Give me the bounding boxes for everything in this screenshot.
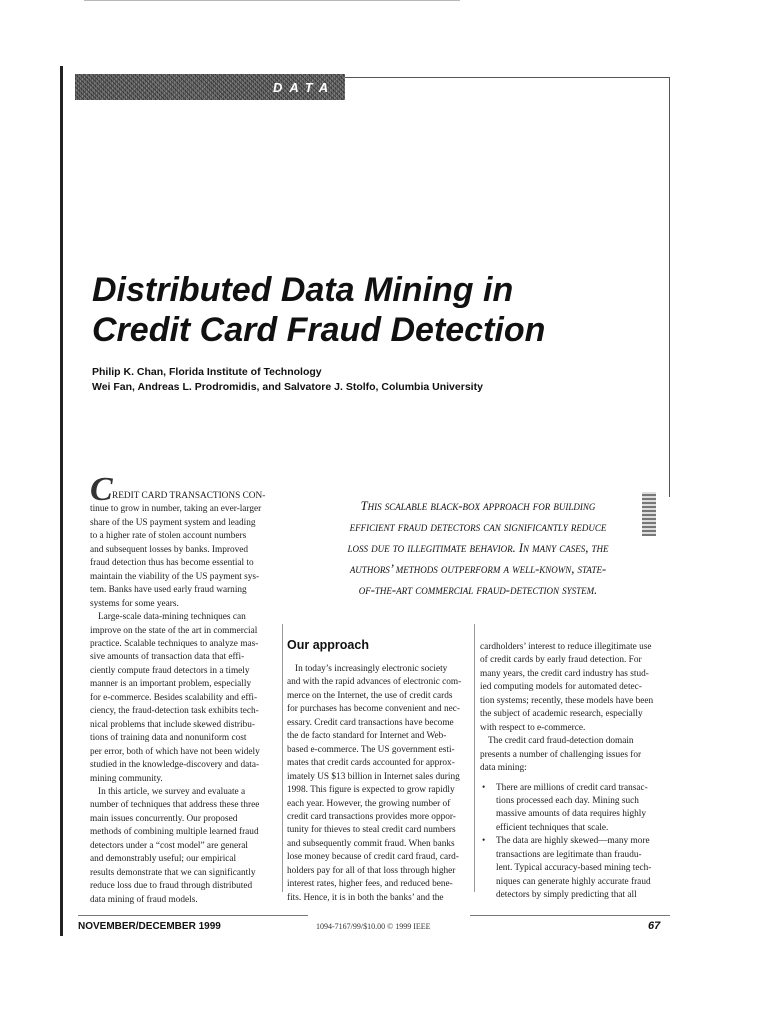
text-line: many years, the credit card industry has stud- — [480, 668, 649, 679]
author-line: Wei Fan, Andreas L. Prodromidis, and Salvatore J. Stolfo, Columbia University — [92, 381, 483, 393]
section-heading: Our approach — [287, 638, 369, 652]
text-line: In today’s increasingly electronic society — [295, 664, 448, 674]
text-line: systems for some years. — [90, 598, 179, 609]
text-line: studied in the knowledge-discovery and data- — [90, 760, 260, 771]
text-line: for e-commerce. Besides scalability and effi- — [90, 692, 258, 703]
text-line: tion systems; recently, these models have been — [480, 695, 654, 706]
text-line: tinue to grow in number, taking an ever-larger — [90, 504, 262, 515]
text-line: detectors by simply predicting that all — [496, 890, 637, 901]
body-column-3 — [480, 641, 668, 903]
top-scan-line — [84, 0, 460, 1]
text-line: presents a number of challenging issues for — [480, 749, 642, 760]
title-line: Distributed Data Mining in — [92, 271, 514, 309]
text-line: each year. However, the growing number of — [287, 798, 451, 809]
text-line: mates that credit cards accounted for approx- — [287, 758, 455, 769]
text-line: with respect to e-commerce. — [480, 722, 586, 733]
copyright-line: 1094-7167/99/$10.00 © 1999 IEEE — [316, 922, 431, 931]
text-line: fits. Hence, it is in both the banks’ and the — [287, 892, 444, 903]
frame-top-rule — [340, 77, 670, 78]
text-line: cardholders’ interest to reduce illegitimate use — [480, 642, 652, 652]
text-line: mining community. — [90, 773, 163, 784]
text-line: The credit card fraud-detection domain — [488, 736, 634, 747]
text-line: credit card transactions provides more oppor- — [287, 811, 456, 822]
left-margin-bar — [60, 66, 63, 936]
text-line: maintain the viability of the US payment sys- — [90, 571, 260, 582]
issue-date: NOVEMBER/DECEMBER 1999 — [78, 921, 221, 932]
text-line: • The data are highly skewed—many more — [496, 836, 650, 847]
text-line: In this article, we survey and evaluate a — [98, 786, 246, 797]
text-line: manner is an important problem, especially — [90, 679, 252, 690]
text-line: tions processed each day. Mining such — [496, 795, 639, 806]
text-line: ciency, the fraud-detection task exhibits tech- — [90, 706, 259, 717]
list-item — [480, 835, 668, 902]
text-line: REDIT CARD TRANSACTIONS CON- — [112, 491, 266, 501]
pull-quote-line: of-the-art commercial fraud-detection system. — [358, 583, 598, 597]
body-column-2 — [287, 663, 470, 905]
text-line: imately US $13 billion in Internet sales during — [287, 771, 460, 782]
text-line: for purchases has become convenient and nec- — [287, 704, 460, 715]
pull-quote-line: efficient fraud detectors can significantly reduce — [349, 520, 607, 534]
text-line: ied computing models for automated detec- — [480, 682, 642, 693]
paragraph — [480, 735, 668, 775]
title-line: Credit Card Fraud Detection — [92, 311, 546, 349]
column-rule — [474, 624, 475, 892]
author-block — [92, 365, 483, 395]
text-line: lent. Typical accuracy-based mining tech- — [496, 863, 652, 874]
text-line: • There are millions of credit card transac- — [496, 782, 648, 793]
text-line: main issues concurrently. Our proposed — [90, 813, 238, 824]
text-line: improve on the state of the art in commercial — [90, 625, 258, 636]
text-line: transactions are legitimate than fraudu- — [496, 849, 642, 860]
pull-quote-line: This scalable black-box approach for building — [360, 499, 596, 513]
frame-right-rule — [669, 77, 670, 497]
article-title — [92, 270, 545, 350]
text-line: sive amounts of transaction data that effi- — [90, 652, 245, 663]
text-line: and demonstrably useful; our empirical — [90, 854, 237, 865]
pull-quote — [308, 496, 648, 601]
text-line: methods of combining multiple learned fraud — [90, 827, 259, 838]
text-line: nical problems that include skewed distribu- — [90, 719, 255, 730]
text-line: efficient techniques that scale. — [496, 822, 609, 833]
text-line: data mining of fraud models. — [90, 894, 198, 905]
text-line: holders pay for all of that loss through higher — [287, 865, 456, 876]
author-line: Philip K. Chan, Florida Institute of Technology — [92, 366, 322, 378]
text-line: and subsequent losses by banks. Improved — [90, 544, 249, 555]
pull-quote-line: authors’ methods outperform a well-known, state- — [349, 562, 607, 576]
issue-list — [480, 782, 668, 903]
text-line: merce on the Internet, the use of credit cards — [287, 690, 453, 701]
text-line: the subject of academic research, especially — [480, 709, 643, 720]
text-line: based e-commerce. The US government esti- — [287, 744, 455, 755]
text-line: of credit cards by early fraud detection. For — [480, 655, 642, 666]
text-line: niques can generate highly accurate fraud — [496, 876, 651, 887]
text-line: tions of training data and nonuniform cost — [90, 733, 247, 744]
text-line: massive amounts of data requires highly — [496, 809, 647, 820]
text-line: essary. Credit card transactions have become — [287, 717, 454, 728]
text-line: results demonstrate that we can significantly — [90, 867, 256, 878]
pull-quote-line: loss due to illegitimate behavior. In many cases, the — [347, 541, 609, 555]
drop-cap: C — [90, 471, 113, 508]
page-number: 67 — [648, 920, 661, 932]
text-line: and subsequently commit fraud. When banks — [287, 838, 455, 849]
text-line: Large-scale data-mining techniques can — [98, 612, 246, 623]
text-line: lose money because of credit card fraud, card- — [287, 852, 459, 863]
list-item — [480, 782, 668, 836]
body-column-1 — [90, 490, 276, 907]
text-line: tem. Banks have used early fraud warning — [90, 585, 247, 596]
text-line: reduce loss due to fraud through distributed — [90, 881, 253, 892]
section-banner — [75, 74, 435, 100]
text-line: data mining: — [480, 763, 527, 774]
paragraph — [90, 786, 276, 907]
text-line: interest rates, higher fees, and reduced bene- — [287, 879, 453, 890]
text-line: practice. Scalable techniques to analyze mas- — [90, 638, 259, 649]
decorative-strip — [642, 492, 656, 536]
text-line: and with the rapid advances of electronic com- — [287, 677, 462, 688]
text-line: 1998. This figure is expected to grow rapidly — [287, 785, 455, 796]
text-line: to a higher rate of stolen account numbers — [90, 531, 247, 542]
paragraph — [287, 663, 470, 905]
text-line: detectors under a “cost model” are general — [90, 840, 248, 851]
text-line: the de facto standard for Internet and Web- — [287, 731, 447, 742]
section-label: DATA MINING — [273, 80, 435, 95]
text-line: fraud detection thus has become essential to — [90, 558, 254, 569]
paragraph — [480, 641, 668, 735]
paragraph — [90, 490, 276, 611]
text-line: number of techniques that address these three — [90, 800, 260, 811]
text-line: per error, both of which have not been widely — [90, 746, 260, 757]
text-line: share of the US payment system and leading — [90, 517, 256, 528]
text-line: ciently compute fraud detectors in a timely — [90, 665, 250, 676]
column-rule — [282, 624, 283, 892]
footer-rule-right — [470, 915, 670, 916]
paragraph — [90, 611, 276, 786]
footer-rule-left — [78, 915, 308, 916]
text-line: tunity for thieves to steal credit card numbers — [287, 825, 456, 836]
